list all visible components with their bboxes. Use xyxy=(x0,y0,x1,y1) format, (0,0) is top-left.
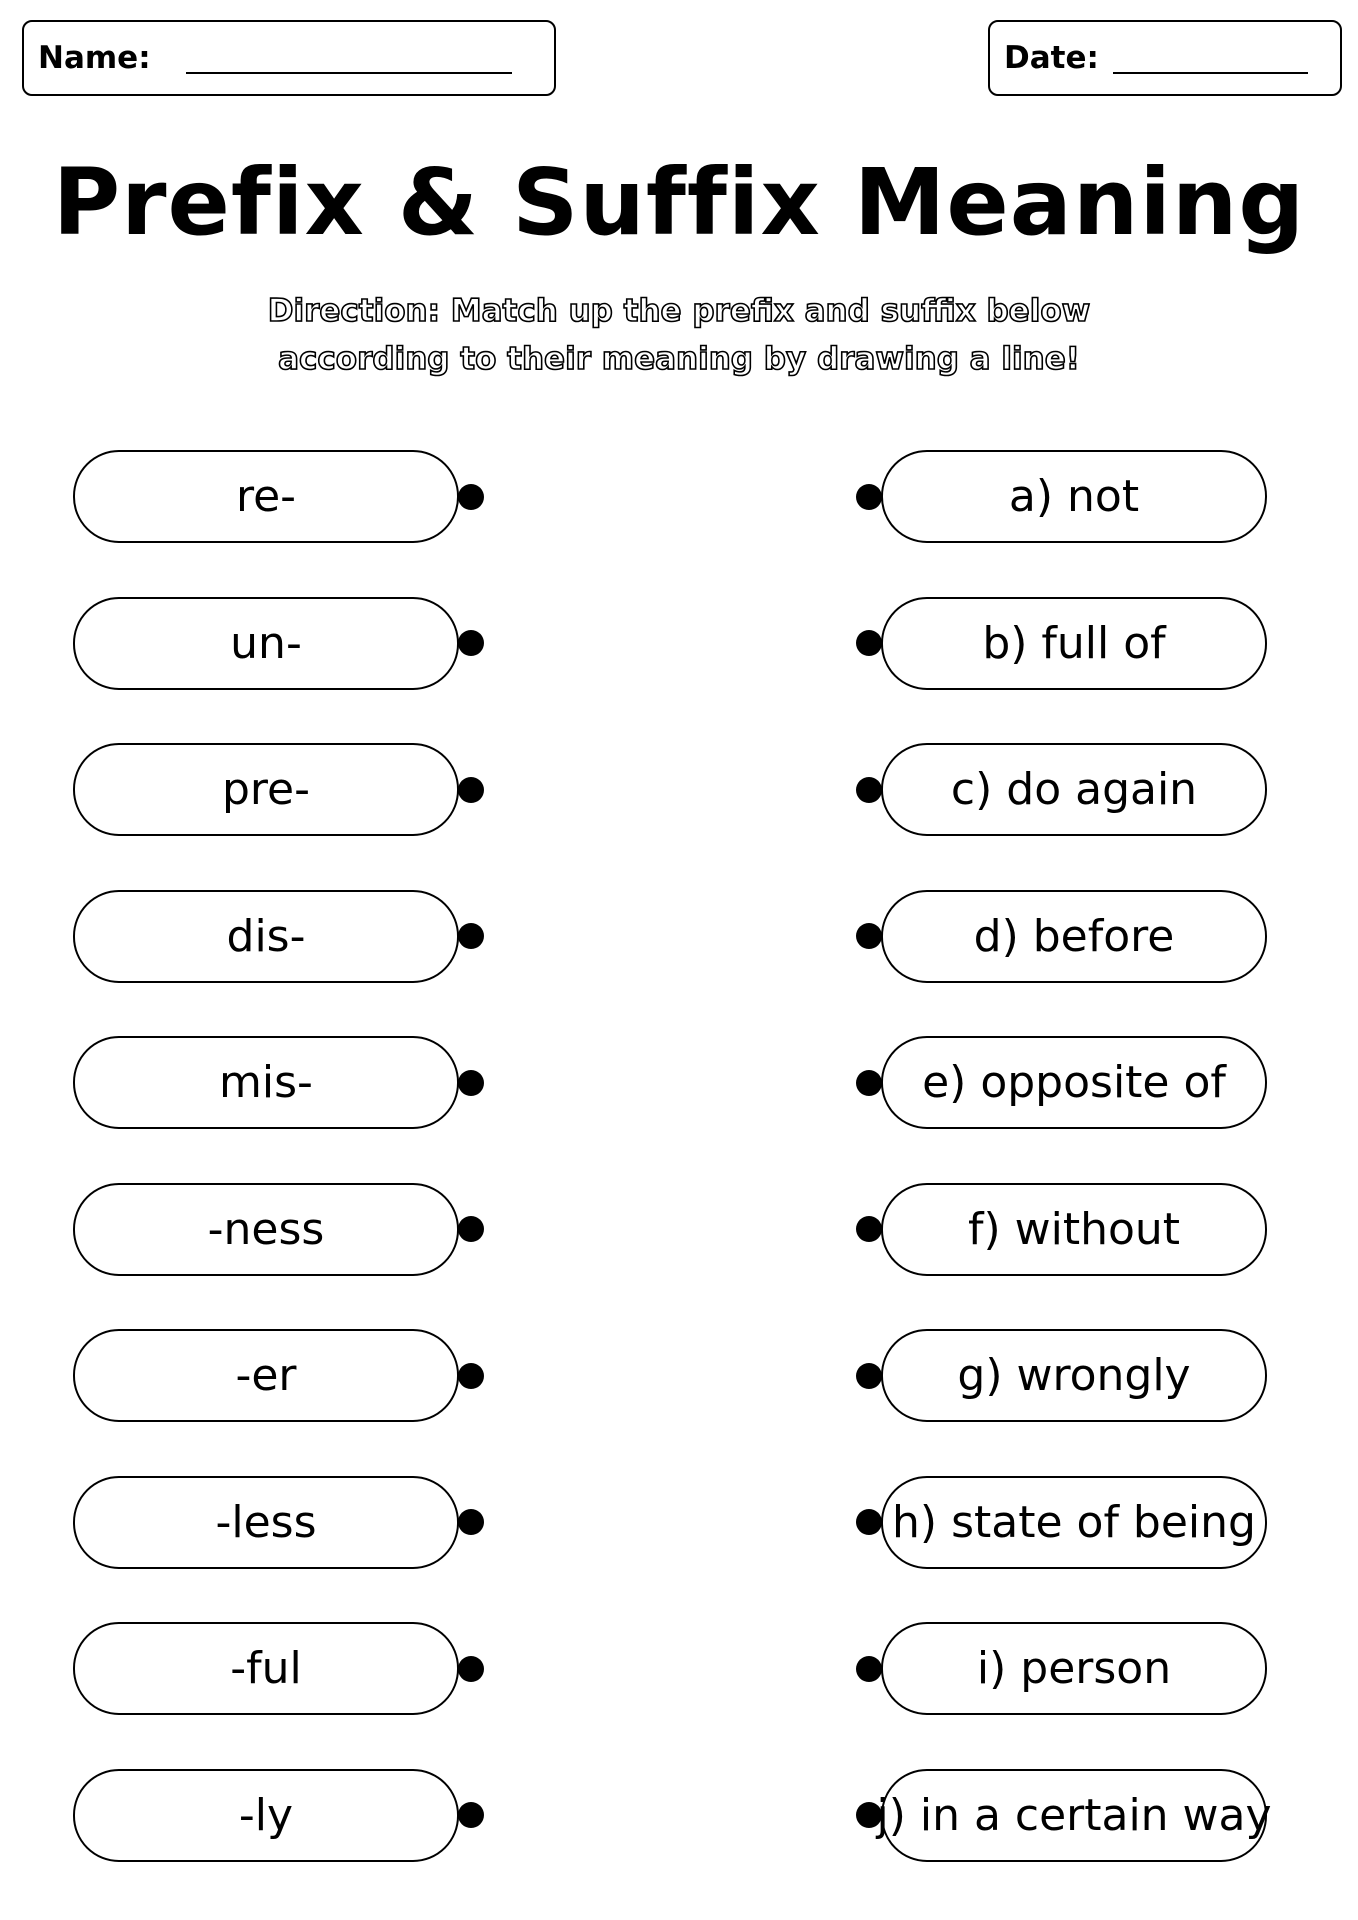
affix-connector-dot[interactable] xyxy=(458,1216,484,1242)
meaning-label: i) person xyxy=(976,1643,1172,1694)
affix-box xyxy=(73,1769,459,1862)
meaning-box xyxy=(881,1036,1267,1129)
meaning-connector-dot[interactable] xyxy=(856,1216,882,1242)
meaning-box xyxy=(881,1183,1267,1276)
affix-connector-dot[interactable] xyxy=(458,1656,484,1682)
affix-box xyxy=(73,1329,459,1422)
directions-line-1: Direction: Match up the prefix and suffix below xyxy=(267,293,1091,329)
affix-connector-dot[interactable] xyxy=(458,1363,484,1389)
meaning-label: e) opposite of xyxy=(922,1057,1226,1108)
affix-label: un- xyxy=(230,617,302,669)
affix-box xyxy=(73,1476,459,1569)
name-label: Name: xyxy=(38,40,151,76)
meaning-label: d) before xyxy=(973,910,1175,962)
meaning-box xyxy=(881,597,1267,690)
meaning-connector-dot[interactable] xyxy=(856,1070,882,1096)
meaning-connector-dot[interactable] xyxy=(856,923,882,949)
meaning-label: g) wrongly xyxy=(957,1350,1191,1401)
meaning-box xyxy=(881,450,1267,543)
name-blank-line[interactable] xyxy=(186,72,512,74)
affix-box xyxy=(73,743,459,836)
affix-label: mis- xyxy=(219,1057,313,1108)
affix-box xyxy=(73,890,459,983)
meaning-box xyxy=(881,890,1267,983)
affix-box xyxy=(73,450,459,543)
meaning-connector-dot[interactable] xyxy=(856,1363,882,1389)
affix-connector-dot[interactable] xyxy=(458,1070,484,1096)
worksheet-title: Prefix & Suffix Meaning xyxy=(52,149,1306,256)
affix-connector-dot[interactable] xyxy=(458,923,484,949)
meaning-box xyxy=(881,1329,1267,1422)
date-label: Date: xyxy=(1004,40,1099,76)
date-field-box[interactable] xyxy=(988,20,1342,96)
meaning-label: h) state of being xyxy=(892,1496,1256,1548)
affix-label: -er xyxy=(235,1350,297,1401)
affix-box xyxy=(73,1036,459,1129)
affix-connector-dot[interactable] xyxy=(458,1802,484,1828)
affix-label: pre- xyxy=(222,764,310,815)
meaning-box xyxy=(881,1622,1267,1715)
affix-connector-dot[interactable] xyxy=(458,1509,484,1535)
directions-line-2: according to their meaning by drawing a line! xyxy=(278,341,1080,377)
affix-box xyxy=(73,1622,459,1715)
affix-connector-dot[interactable] xyxy=(458,630,484,656)
meaning-connector-dot[interactable] xyxy=(856,484,882,510)
meaning-connector-dot[interactable] xyxy=(856,1656,882,1682)
meaning-label: f) without xyxy=(967,1203,1181,1255)
meaning-label: j) in a certain way xyxy=(876,1789,1272,1841)
affix-connector-dot[interactable] xyxy=(458,484,484,510)
meaning-box xyxy=(876,1769,1272,1862)
date-blank-line[interactable] xyxy=(1113,72,1308,74)
affix-label: -ness xyxy=(207,1203,325,1255)
affix-box xyxy=(73,597,459,690)
affix-label: -less xyxy=(215,1496,317,1548)
meaning-box xyxy=(881,1476,1267,1569)
meaning-label: b) full of xyxy=(982,617,1166,669)
affix-label: -ful xyxy=(230,1643,302,1694)
meaning-connector-dot[interactable] xyxy=(856,777,882,803)
name-field-box[interactable] xyxy=(22,20,556,96)
meaning-label: c) do again xyxy=(950,764,1198,815)
affix-box xyxy=(73,1183,459,1276)
affix-connector-dot[interactable] xyxy=(458,777,484,803)
affix-label: dis- xyxy=(226,910,306,962)
meaning-connector-dot[interactable] xyxy=(856,1509,882,1535)
affix-label: re- xyxy=(235,471,297,522)
directions-text xyxy=(0,287,1358,383)
affix-label: -ly xyxy=(238,1789,294,1841)
meaning-box xyxy=(881,743,1267,836)
meaning-label: a) not xyxy=(1008,471,1140,522)
meaning-connector-dot[interactable] xyxy=(856,630,882,656)
